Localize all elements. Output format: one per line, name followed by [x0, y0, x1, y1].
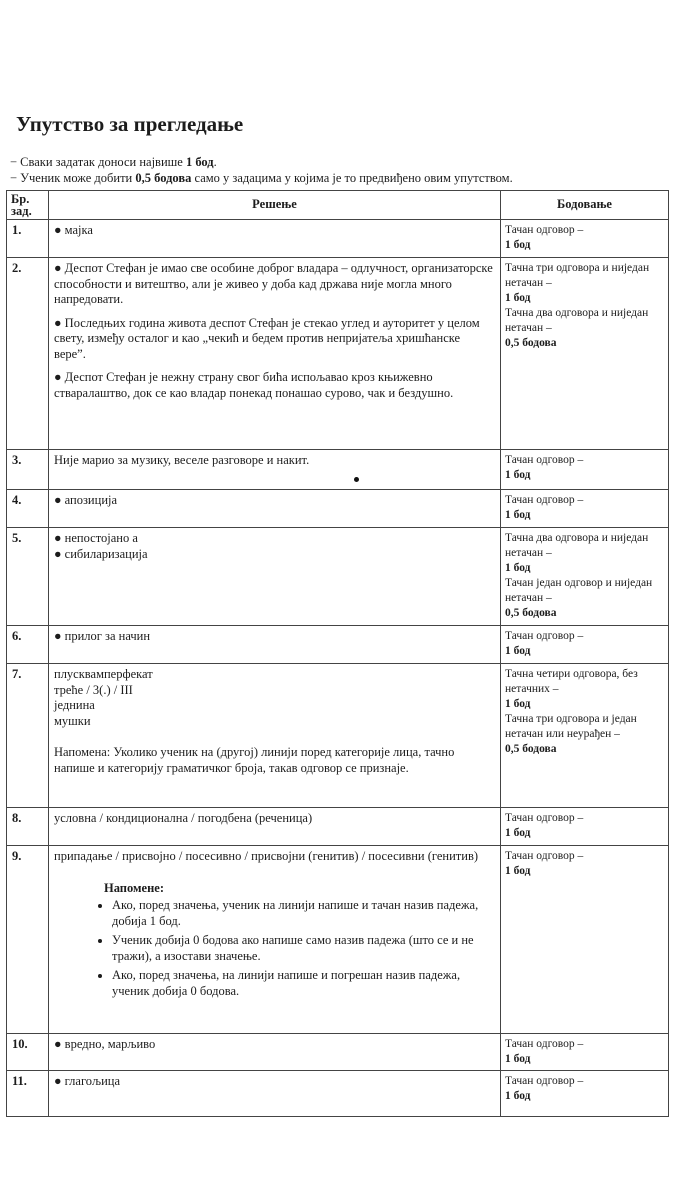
task-number: 7.	[7, 664, 49, 808]
note-item: • Ученик добија 0 бодова ако напише само назив падежа (што се и не тражи), а изостави значење.	[112, 933, 495, 964]
points-cell: Тачна четири одговора, без нетачних – 1 бод Тачна три одговора и један нетачан или неурађен – 0,5 бодова	[501, 664, 669, 808]
points-cell: Тачан одговор – 1 бод	[501, 808, 669, 846]
task-number: 5.	[7, 528, 49, 626]
table-row	[7, 664, 669, 808]
solution-cell	[49, 664, 501, 808]
solution-text: ● непостојано а	[54, 531, 138, 545]
task-number: 2.	[7, 258, 49, 450]
task-number: 1.	[7, 220, 49, 258]
solution-text: ● мајка	[54, 223, 93, 237]
table-row	[7, 490, 669, 528]
solution-text: припадање / присвојно / посесивно / присвојни (генитив) / посесивни (генитив)	[54, 849, 479, 863]
table-row	[7, 808, 669, 846]
solution-text: ● прилог за начин	[54, 629, 151, 643]
header-points: Бодовање	[501, 191, 669, 220]
table-row	[7, 528, 669, 626]
task-number: 11.	[7, 1071, 49, 1117]
solution-cell	[49, 1034, 501, 1071]
solution-text: ● вредно, марљиво	[54, 1037, 156, 1051]
table-row	[7, 220, 669, 258]
points-cell: Тачан одговор – 1 бод	[501, 220, 669, 258]
task-number: 10.	[7, 1034, 49, 1071]
task-number: 6.	[7, 626, 49, 664]
points-cell: Тачан одговор – 1 бод	[501, 1034, 669, 1071]
solution-cell	[49, 258, 501, 450]
table-row	[7, 626, 669, 664]
points-cell: Тачан одговор – 1 бод	[501, 846, 669, 1034]
solution-text: једнина	[54, 698, 95, 712]
solution-text: ● Деспот Стефан је имао све особине доброг владара – одлучност, организаторске способности и витештво, али је живео у доба кад држава није могла много напредовати.	[54, 261, 493, 306]
header-number: Бр. зад.	[7, 191, 49, 220]
solution-cell	[49, 846, 501, 1034]
task-number: 8.	[7, 808, 49, 846]
header-solution: Решење	[49, 191, 501, 220]
task-number: 4.	[7, 490, 49, 528]
solution-text: ● апозиција	[54, 493, 118, 507]
solution-text: ● Деспот Стефан је нежну страну свог бића испољавао кроз књижевно стваралаштво, док се као владар понекад понашао сурово, чак и бездушно.	[54, 370, 454, 400]
table-row	[7, 258, 669, 450]
grading-table	[6, 190, 669, 1117]
note-item: • Ако, поред значења, ученик на линији напише и тачан назив падежа, добија 1 бод.	[112, 898, 495, 929]
notes-title: Напомене:	[104, 880, 164, 895]
solution-text: ● глагољица	[54, 1074, 121, 1088]
intro-text	[10, 154, 513, 186]
solution-text: Није марио за музику, веселе разговоре и накит.	[54, 453, 310, 467]
points-cell: Тачна три одговора и ниједан нетачан – 1 бод Тачна два одговора и ниједан нетачан – 0,5 бодова	[501, 258, 669, 450]
solution-text: условна / кондиционална / погодбена (реченица)	[54, 811, 313, 825]
points-cell: Тачан одговор – 1 бод	[501, 450, 669, 490]
solution-note: Напомена: Уколико ученик на (другој) линији поред категорије лица, тачно напише и категорију граматичког броја, такав одговор се признаје.	[54, 745, 455, 775]
solution-text: плусквамперфекат	[54, 667, 153, 681]
table-row	[7, 846, 669, 1034]
table-row	[7, 1034, 669, 1071]
intro-line-2: − Ученик може добити 0,5 бодова само у задацима у којима је то предвиђено овим упутством.	[10, 171, 513, 185]
solution-text: мушки	[54, 713, 91, 728]
table-header-row	[7, 191, 669, 220]
solution-cell	[49, 528, 501, 626]
note-item: • Ако, поред значења, на линији напише и погрешан назив падежа, ученик добија 0 бодова.	[112, 968, 495, 999]
page-title: Упутство за прегледање	[16, 112, 244, 136]
task-number: 9.	[7, 846, 49, 1034]
solution-cell	[49, 490, 501, 528]
task-number: 3.	[7, 450, 49, 490]
solution-cell	[49, 626, 501, 664]
table-row	[7, 1071, 669, 1117]
solution-text: ● Последњих година живота деспот Стефан је стекао углед и ауторитет у целом свету, између осталог и као „чекић и бедем против непријатеља хришћанске вере”.	[54, 315, 480, 361]
solution-cell	[49, 220, 501, 258]
table-row	[7, 450, 669, 490]
notes-list	[54, 898, 495, 999]
points-cell: Тачна два одговора и ниједан нетачан – 1 бод Тачан један одговор и ниједан нетачан – 0,5 бодова	[501, 528, 669, 626]
intro-line-1: − Сваки задатак доноси највише 1 бод.	[10, 155, 217, 169]
points-cell: Тачан одговор – 1 бод	[501, 490, 669, 528]
solution-text: ● сибиларизација	[54, 546, 148, 561]
solution-cell	[49, 808, 501, 846]
solution-cell	[49, 450, 501, 490]
solution-text: треће / 3(.) / III	[54, 682, 133, 697]
solution-cell	[49, 1071, 501, 1117]
points-cell: Тачан одговор – 1 бод	[501, 626, 669, 664]
points-cell: Тачан одговор – 1 бод	[501, 1071, 669, 1117]
bullet-mark	[354, 477, 359, 482]
